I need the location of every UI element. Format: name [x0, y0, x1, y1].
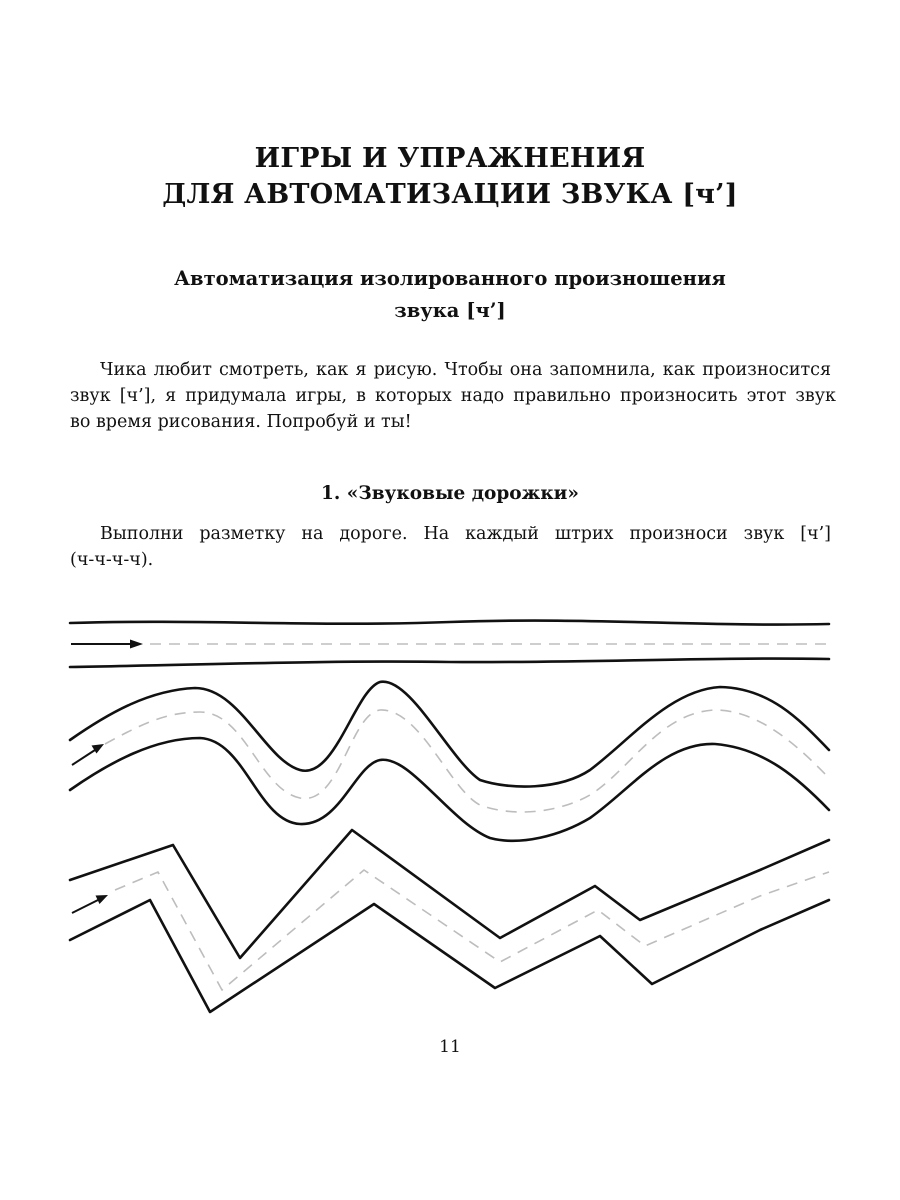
- page-title-line-1: ИГРЫ И УПРАЖНЕНИЯ: [254, 143, 646, 174]
- wavy-road-center-line[interactable]: [105, 710, 829, 812]
- exercise-instruction-line-2: (ч-ч-ч-ч).: [70, 550, 154, 570]
- straight-road-top-edge: [70, 621, 829, 625]
- zigzag-road: [70, 830, 829, 1012]
- intro-text-line-1: Чика любит смотреть, как я рисую. Чтобы она запомнила, как произносится: [100, 360, 831, 380]
- wavy-road-arrow-icon: [72, 744, 104, 765]
- section-title-line-2: звука [ч’]: [394, 299, 506, 322]
- exercise-instruction-line-1: Выполни разметку на дороге. На каждый штрих произноси звук [ч’]: [100, 524, 831, 544]
- page-number: 11: [439, 1037, 461, 1057]
- zigzag-road-arrow-icon: [72, 895, 108, 913]
- exercise-title: 1. «Звуковые дорожки»: [321, 483, 579, 504]
- zigzag-road-bottom-edge: [70, 900, 829, 1012]
- section-title-line-1: Автоматизация изолированного произношения: [174, 267, 726, 290]
- straight-road-bottom-edge: [70, 659, 829, 667]
- page-title-line-2: ДЛЯ АВТОМАТИЗАЦИИ ЗВУКА [ч’]: [162, 179, 738, 210]
- wavy-road: [70, 682, 829, 841]
- zigzag-road-top-edge: [70, 830, 829, 958]
- straight-road: [70, 621, 829, 667]
- intro-text-line-3: во время рисования. Попробуй и ты!: [70, 412, 412, 432]
- straight-road-arrow-icon: [71, 640, 143, 649]
- wavy-road-bottom-edge: [70, 738, 829, 841]
- intro-text-line-2: звук [ч’], я придумала игры, в которых надо правильно произносить этот звук: [70, 386, 836, 406]
- wavy-road-top-edge: [70, 682, 829, 787]
